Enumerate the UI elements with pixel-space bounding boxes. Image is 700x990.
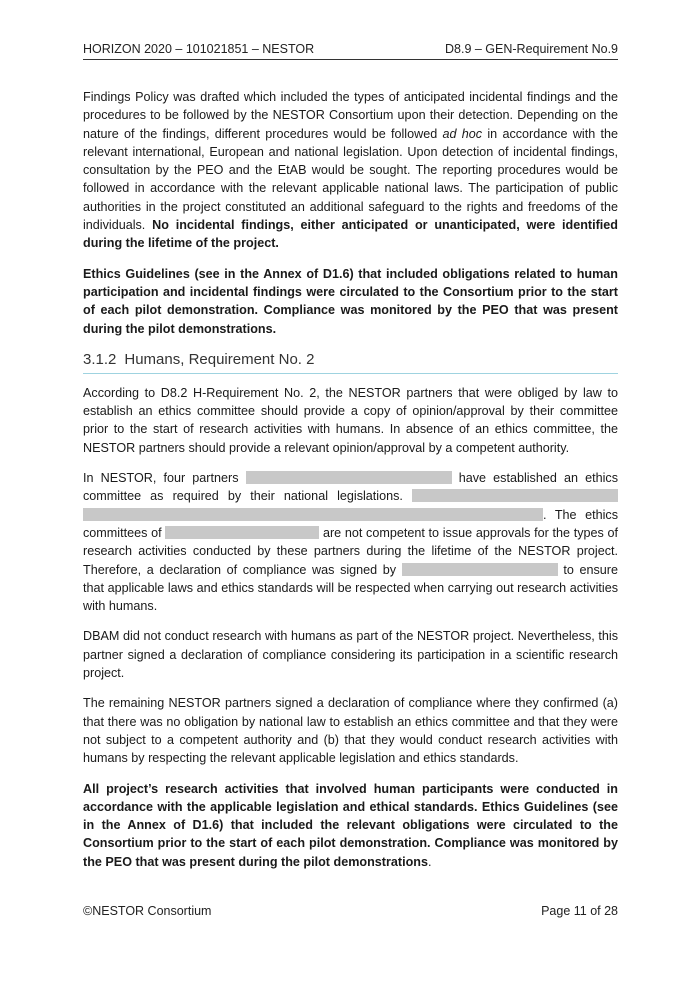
paragraph-conclusion	[83, 780, 618, 871]
text-run: are not competent to issue approvals for the types of research activities conducted by these partners during the lifetime of the NESTOR project. Therefore, a declaration of compliance was signed by	[83, 525, 618, 577]
redaction-bar	[412, 489, 618, 502]
bold-statement: No incidental findings, either anticipated or unanticipated, were identified during the lifetime of the project.	[83, 218, 618, 251]
redaction-bar	[246, 471, 452, 484]
text-run: . The ethics committees of	[83, 507, 618, 540]
page-footer	[83, 904, 618, 918]
paragraph-findings-policy	[83, 88, 618, 253]
text-run: Findings Policy was drafted which included the types of anticipated incidental findings and the procedures to be followed by the NESTOR Consortium upon their detection. Depending on the nature of the findings, different procedures would be followed	[83, 90, 618, 141]
redaction-bar	[83, 508, 543, 521]
text-run: In NESTOR, four partners	[83, 471, 246, 486]
paragraph-ethics-guidelines	[83, 265, 618, 338]
page-header	[83, 40, 618, 60]
italic-text: ad hoc	[442, 126, 483, 141]
paragraph-remaining-partners: The remaining NESTOR partners signed a declaration of compliance where they confirmed (a) that there was no obligation by national law to establish an ethics committee and that they were not subject to a competent authority and (b) that they would conduct research activities with humans by respecting the relevant applicable legislation and ethics standards.	[83, 696, 618, 766]
bold-statement: Ethics Guidelines (see in the Annex of D1.6) that included obligations related to human participation and incidental findings were circulated to the Consortium prior to the start of each pilot demonstration. Compliance was monitored by the PEO that was present during the pilot demonstrations.	[83, 266, 618, 336]
header-project-id: HORIZON 2020 – 101021851 – NESTOR	[83, 42, 315, 56]
paragraph-partners	[83, 469, 618, 615]
redaction-bar	[402, 563, 558, 576]
text-run: .	[427, 854, 432, 869]
text-run: have established an ethics committee as required by their national legislations.	[83, 471, 618, 504]
section-number: 3.1.2	[83, 350, 117, 368]
footer-copyright: ©NESTOR Consortium	[83, 904, 212, 918]
text-run: to ensure that applicable laws and ethics standards will be respected when carrying out research activities with humans.	[83, 562, 618, 614]
header-deliverable-id: D8.9 – GEN-Requirement No.9	[445, 42, 618, 56]
section-title: Humans, Requirement No. 2	[124, 350, 315, 368]
paragraph-requirement: According to D8.2 H-Requirement No. 2, the NESTOR partners that were obliged by law to establish an ethics committee should provide a copy of opinion/approval by their committee prior to the start of research activities with humans. In absence of an ethics committee, the NESTOR partners should provide a relevant opinion/approval by a competent authority.	[83, 385, 618, 455]
bold-statement: All project’s research activities that involved human participants were conducted in accordance with the applicable legislation and ethical standards. Ethics Guidelines (see in the Annex of D1.6) that included the relevant obligations were circulated to the Consortium prior to the start of each pilot demonstration. Compliance was monitored by the PEO that was present during the pilot demonstrations	[83, 781, 618, 869]
page-number: Page 11 of 28	[541, 904, 618, 918]
redaction-bar	[165, 526, 319, 539]
text-run: in accordance with the relevant international, European and national legislation. Upon detection of incidental findings, consultation by the PEO and the EtAB would be sought. The reporting procedures would be followed in accordance with the relevant applicable national laws. The participation of public authorities in the project constituted an additional safeguard to the rights and freedoms of the individuals.	[83, 126, 619, 233]
paragraph-dbam: DBAM did not conduct research with humans as part of the NESTOR project. Nevertheless, this partner signed a declaration of compliance considering its participation in a scientific research project.	[83, 629, 618, 681]
section-heading	[83, 350, 618, 374]
page-body	[83, 88, 618, 883]
